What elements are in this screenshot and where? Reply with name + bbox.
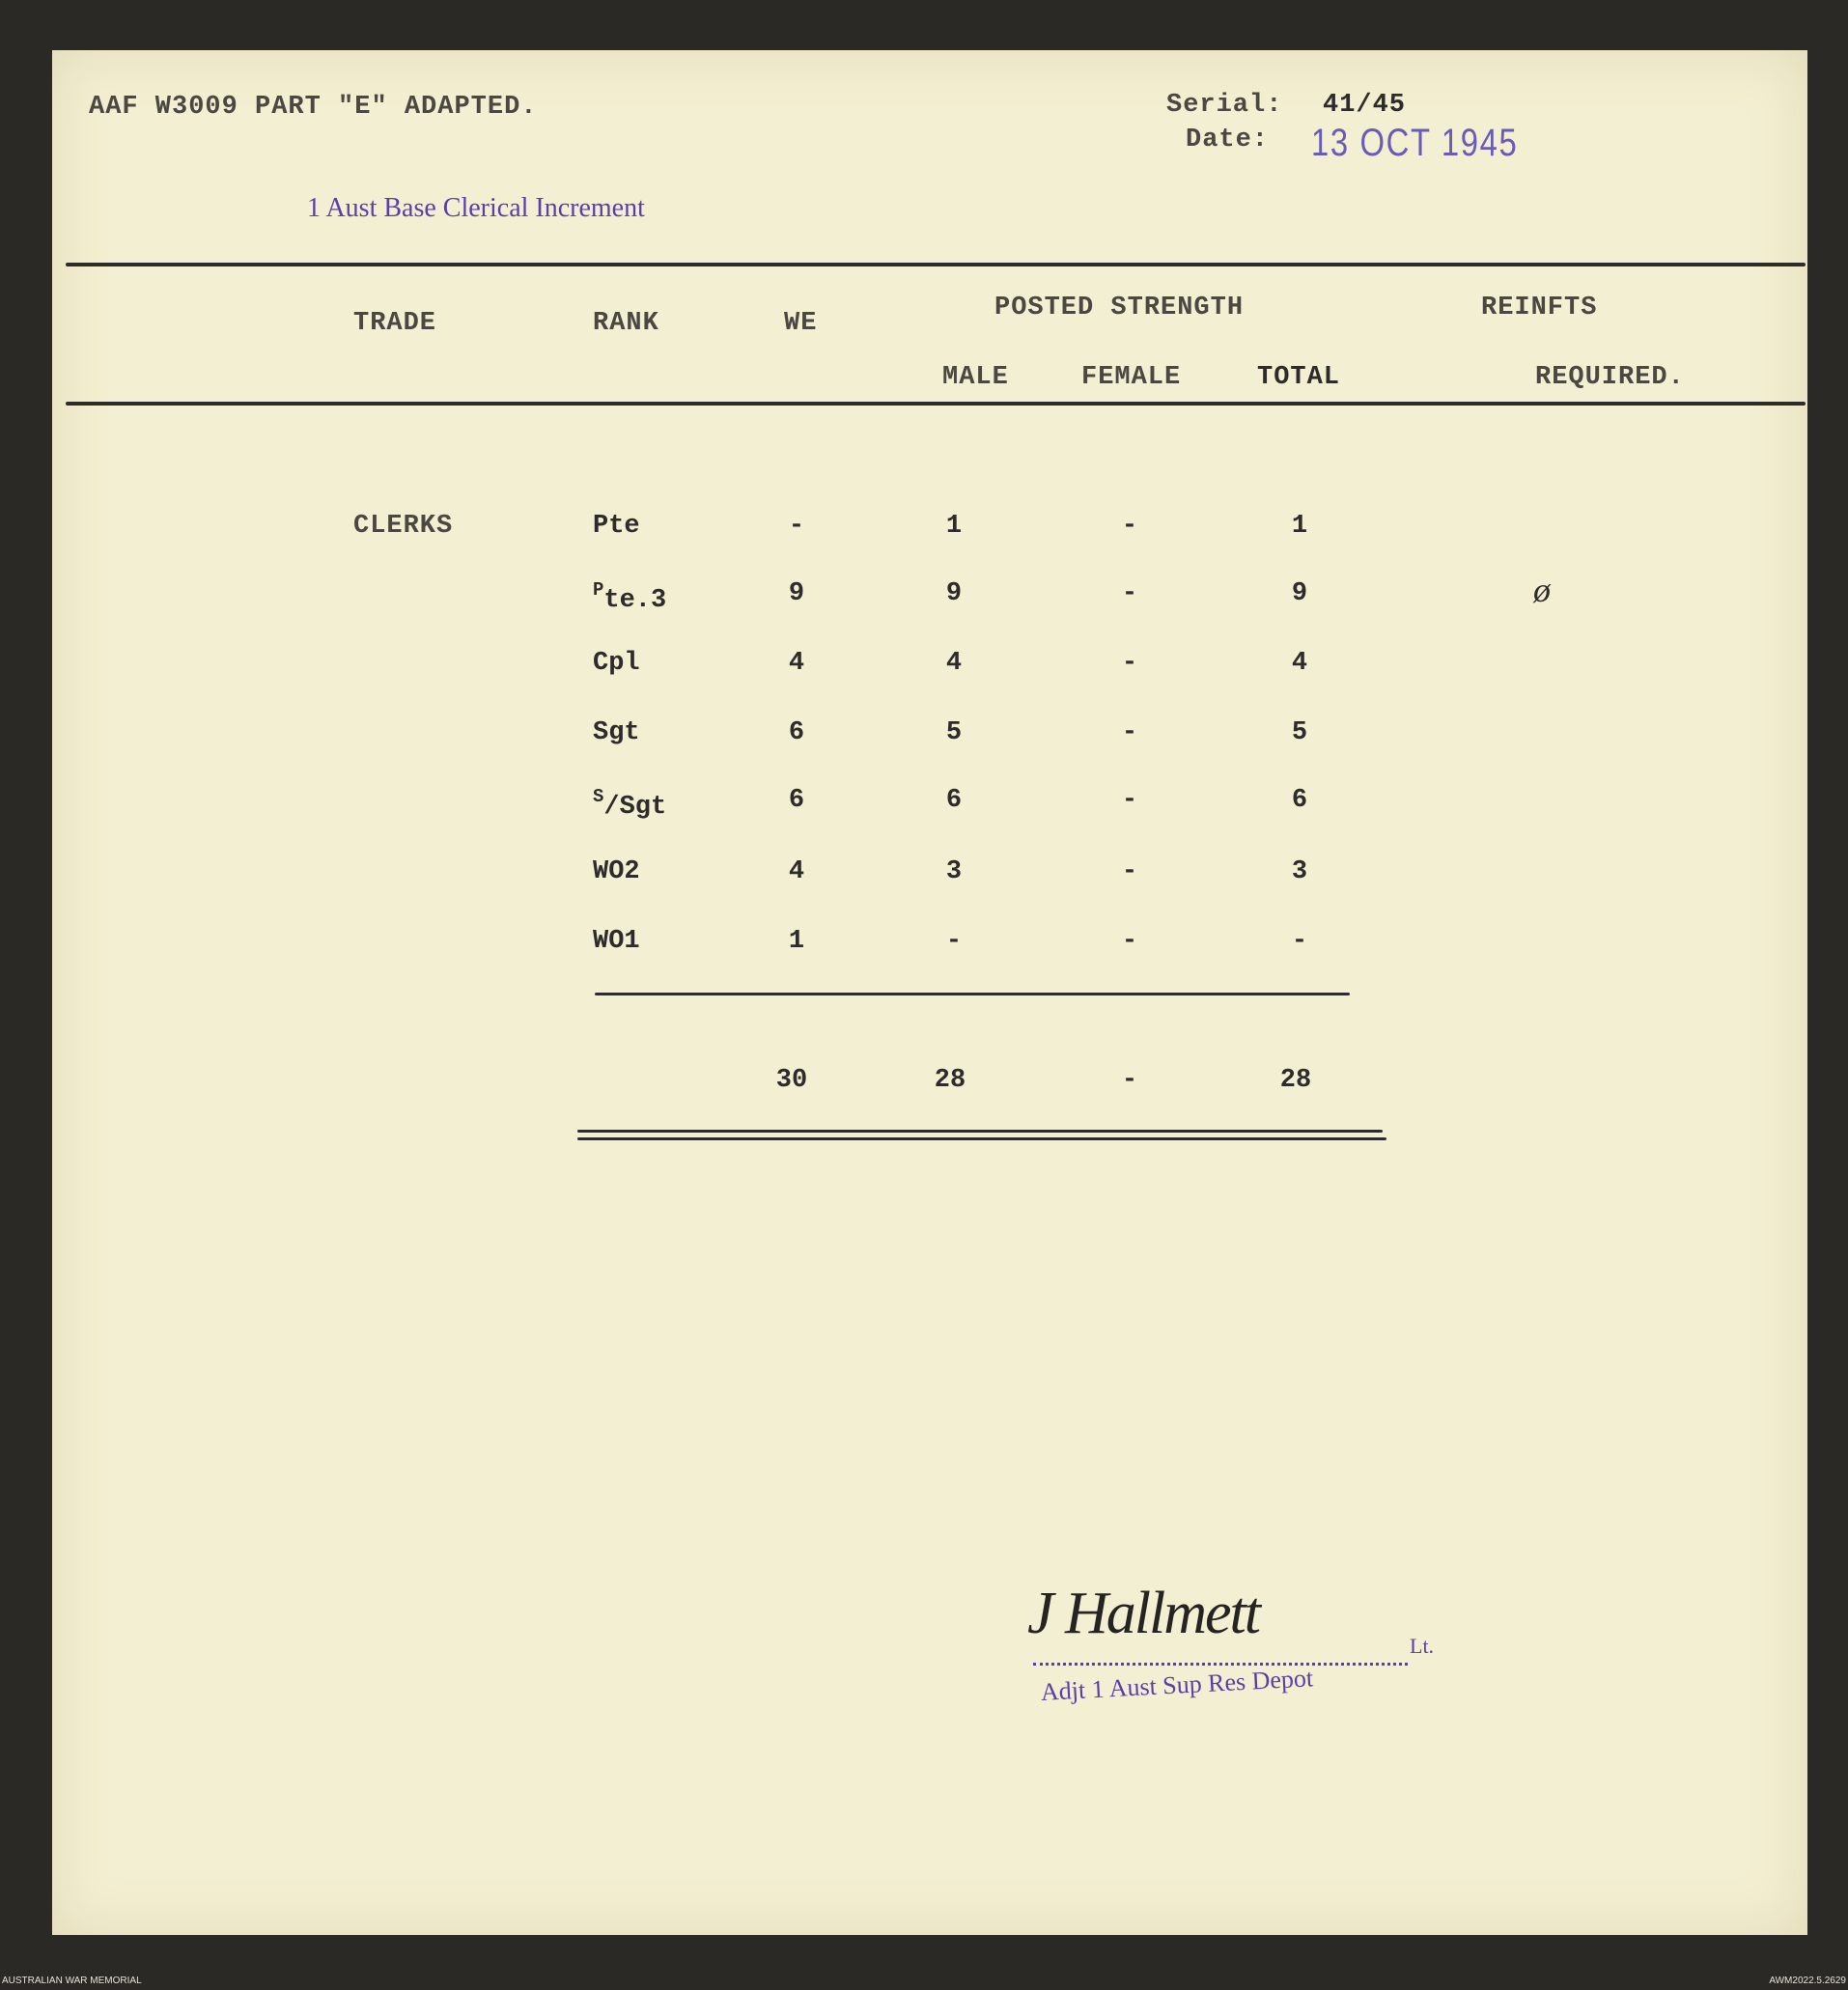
- rank-cell: [593, 579, 666, 615]
- rank-suffix: /Sgt: [603, 793, 667, 822]
- male-cell: -: [945, 927, 963, 956]
- col-reinfts: REINFTS: [1481, 294, 1598, 322]
- col-trade: TRADE: [353, 309, 437, 338]
- col-we: WE: [784, 309, 818, 338]
- serial-label: Serial:: [1166, 91, 1283, 120]
- rank-cell: WO1: [593, 927, 640, 956]
- male-cell: 9: [945, 579, 963, 608]
- female-cell: -: [1121, 512, 1138, 541]
- total-cell: -: [1291, 927, 1308, 956]
- footer-left: AUSTRALIAN WAR MEMORIAL: [2, 1976, 142, 1986]
- required-cell: ø: [1533, 571, 1551, 609]
- rank-suffix: te.3: [603, 586, 667, 615]
- rank-cell: WO2: [593, 857, 640, 886]
- rank-suffix-lt: Lt.: [1410, 1634, 1435, 1658]
- we-cell: 6: [788, 718, 805, 747]
- female-cell: -: [1121, 857, 1138, 886]
- header-bottom-rule: [66, 402, 1806, 406]
- col-rank: RANK: [593, 309, 659, 338]
- signature-line: [1033, 1663, 1408, 1666]
- male-cell: 6: [945, 786, 963, 815]
- form-id: AAF W3009 PART "E" ADAPTED.: [89, 93, 538, 122]
- header-top-rule: [66, 263, 1806, 266]
- total-rule-lower: [577, 1137, 1386, 1140]
- date-label: Date:: [1186, 126, 1270, 154]
- we-cell: 1: [788, 927, 805, 956]
- we-total: 30: [775, 1066, 808, 1095]
- rank-prefix: P: [593, 579, 604, 601]
- female-cell: -: [1121, 786, 1138, 815]
- we-cell: 6: [788, 786, 805, 815]
- we-cell: -: [788, 512, 805, 541]
- col-male: MALE: [942, 363, 1009, 392]
- total-cell: 1: [1291, 512, 1308, 541]
- unit-stamp: 1 Aust Base Clerical Increment: [307, 193, 645, 223]
- total-rule-upper: [577, 1130, 1383, 1133]
- rank-cell: [593, 786, 666, 822]
- footer-right: AWM2022.5.2629: [1769, 1976, 1846, 1986]
- total-cell: 4: [1291, 649, 1308, 678]
- serial-value: 41/45: [1323, 91, 1407, 120]
- male-cell: 4: [945, 649, 963, 678]
- subtotal-rule: [595, 993, 1350, 995]
- signature-stamp: Adjt 1 Aust Sup Res Depot: [1040, 1664, 1314, 1706]
- grand-total: 28: [1279, 1066, 1312, 1095]
- rank-cell: Sgt: [593, 718, 640, 747]
- date-stamp: 13 OCT 1945: [1311, 122, 1519, 164]
- female-total: -: [1121, 1066, 1138, 1095]
- rank-cell: Cpl: [593, 649, 640, 678]
- female-cell: -: [1121, 579, 1138, 608]
- trade-cell: CLERKS: [353, 512, 454, 541]
- male-total: 28: [934, 1066, 966, 1095]
- total-cell: 3: [1291, 857, 1308, 886]
- total-cell: 6: [1291, 786, 1308, 815]
- male-cell: 5: [945, 718, 963, 747]
- we-cell: 4: [788, 857, 805, 886]
- female-cell: -: [1121, 718, 1138, 747]
- female-cell: -: [1121, 649, 1138, 678]
- we-cell: 9: [788, 579, 805, 608]
- total-cell: 9: [1291, 579, 1308, 608]
- we-cell: 4: [788, 649, 805, 678]
- col-female: FEMALE: [1081, 363, 1182, 392]
- col-posted-strength: POSTED STRENGTH: [994, 294, 1245, 322]
- male-cell: 3: [945, 857, 963, 886]
- male-cell: 1: [945, 512, 963, 541]
- rank-cell: Pte: [593, 512, 640, 541]
- female-cell: -: [1121, 927, 1138, 956]
- rank-prefix: S: [593, 786, 604, 807]
- signature: J Hallmett: [1027, 1581, 1259, 1646]
- col-required: REQUIRED.: [1535, 363, 1685, 392]
- col-total: TOTAL: [1257, 363, 1341, 392]
- total-cell: 5: [1291, 718, 1308, 747]
